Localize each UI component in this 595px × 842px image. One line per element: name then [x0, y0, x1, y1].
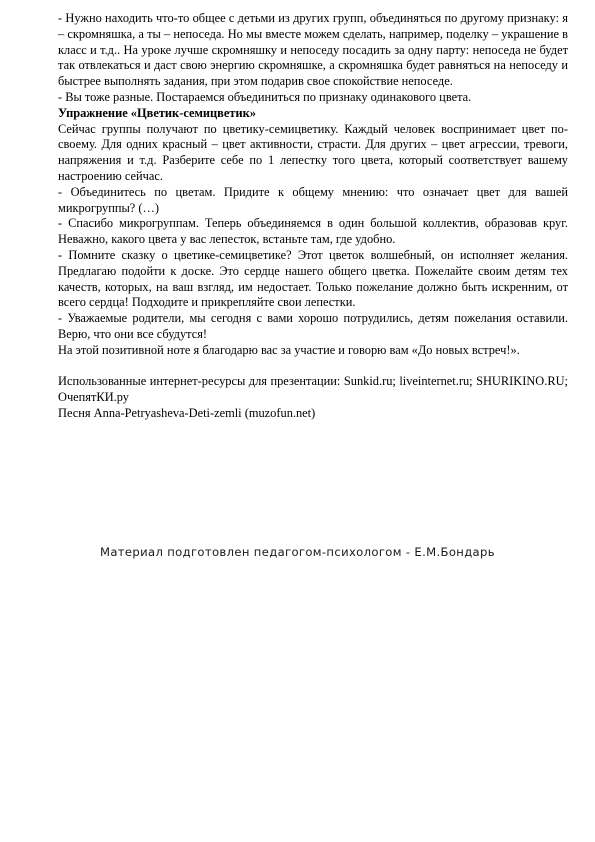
paragraph-exercise-intro: Сейчас группы получают по цветику-семицветику. Каждый человек воспринимает цвет по-своему. Для одних красный – цвет активности, страсти. Для других – цвет агрессии, тревоги, напряжения и т.д. Разберите себе по 1 лепестку того цвета, который соответствует вашему настроению сейчас.: [58, 121, 568, 183]
paragraph-fairy-tale: - Помните сказку о цветике-семицветике? Этот цветок волшебный, он исполняет желания. Предлагаю подойти к доске. Это сердце нашего общего цветка. Пожелайте своим детям тех качеств, которых, на ваш взгляд, им недостает. Только пожелание должно быть искренним, от всего сердца! Подходите и прикрепляйте свои лепестки.: [58, 247, 568, 310]
paragraph-thanks-groups: - Спасибо микрогруппам. Теперь объединяемся в один большой коллектив, образовав круг. Неважно, какого цвета у вас лепесток, встаньте там, где удобно.: [58, 216, 568, 247]
paragraph-closing: На этой позитивной ноте я благодарю вас за участие и говорю вам «До новых встреч!».: [58, 342, 520, 357]
paragraph-advice: - Нужно находить что-то общее с детьми из других групп, объединяться по другому признаку: я – скромняшка, а ты – непоседа. Но мы вместе можем сделать, например, поделку – украшение в класс и т.д.. На уроке лучше скромняшку и непоседу посадить за одну парту: непоседа не будет так отвлекаться и даст свою энергию скромняшке, а скромняшка будет равняться на непоседу и быстрее выполнять задания, при этом подарив свое спокойствие непоседе.: [58, 11, 568, 89]
paragraph-parents: - Уважаемые родители, мы сегодня с вами хорошо потрудились, детям пожелания оставили. Верю, что они все сбудутся!: [58, 311, 568, 341]
song-credit: Песня Anna-Petryasheva-Deti-zemli (muzofun.net): [58, 405, 316, 420]
author-credit: Материал подготовлен педагогом-психологом - Е.М.Бондарь: [100, 545, 495, 559]
blank-line: [58, 359, 568, 375]
paragraph-different: - Вы тоже разные. Постараемся объединиться по признаку одинакового цвета.: [58, 89, 472, 104]
resources-list: Использованные интернет-ресурсы для презентации: Sunkid.ru; liveinternet.ru; SHURIKINO.RU; ОчепятКИ.ру: [58, 374, 568, 405]
document-body: [58, 11, 568, 422]
paragraph-unite-colors: - Объединитесь по цветам. Придите к общему мнению: что означает цвет для вашей микрогруппы? (…): [58, 184, 568, 215]
exercise-heading: Упражнение «Цветик-семицветик»: [58, 105, 256, 120]
